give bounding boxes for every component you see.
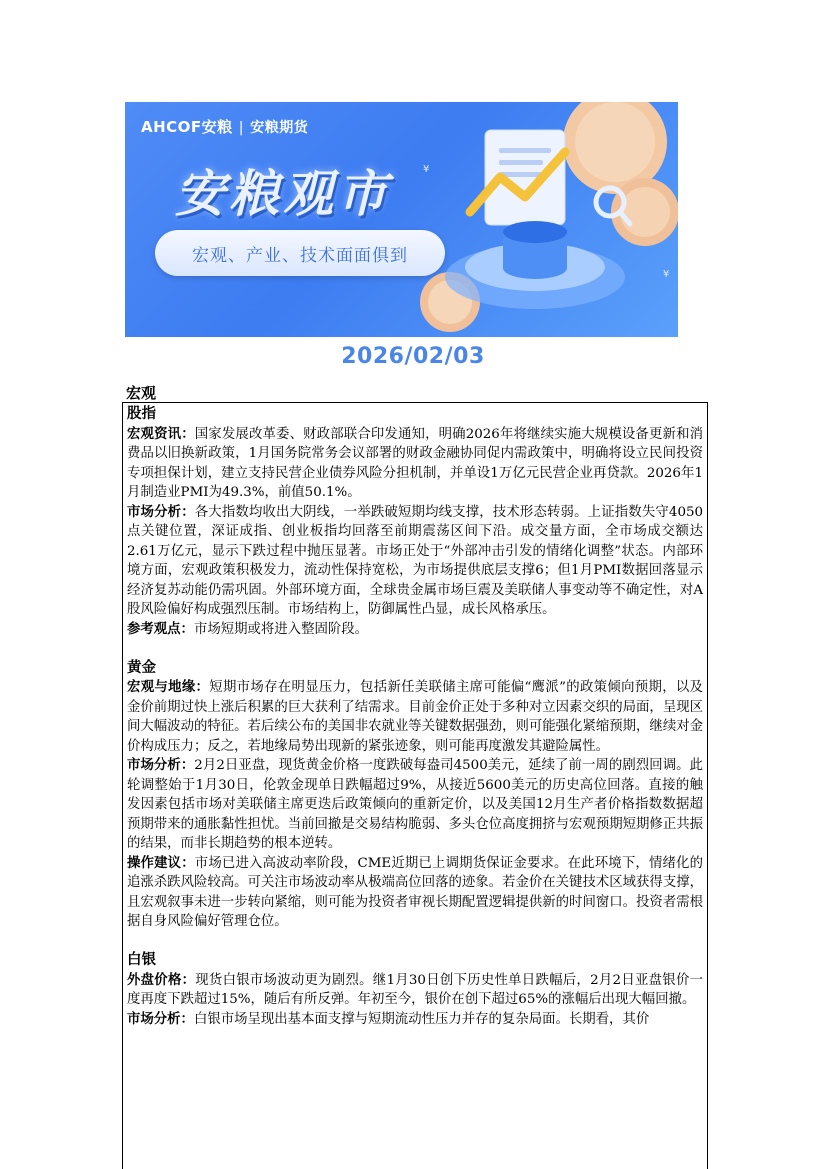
text-gold-advice: 市场已进入高波动率阶段，CME近期已上调期货保证金要求。在此环境下，情绪化的追涨杀跌风险较高。可关注市场波动率从极端高位回落的迹象。若金价在关键技术区域获得支撑，且宏观叙事未进一步转向紧缩，则可能为投资者审视长期配置逻辑提供新的时间窗口。投资者需根据自身风险偏好管理仓位。: [127, 855, 704, 929]
label-gold-advice: 操作建议：: [127, 855, 195, 871]
label-reference-view: 参考观点：: [127, 621, 194, 637]
report-date: 2026/02/03: [341, 344, 485, 369]
heading-stock-index: 股指: [127, 406, 156, 422]
paragraph-market-analysis: [127, 503, 703, 620]
label-market-analysis: 市场分析：: [127, 504, 195, 520]
text-silver-analysis: 白银市场呈现出基本面支撑与短期流动性压力并存的复杂局面。长期看，其价: [193, 1011, 650, 1027]
text-gold-macro: 短期市场存在明显压力，包括新任美联储主席可能偏“鹰派”的政策倾向预期，以及金价前期过快上涨后积累的巨大获利了结需求。目前金价正处于多种对立因素交织的局面，呈现区间大幅波动的特征。若后续公布的美国非农就业等关键数据强劲，则可能强化紧缩预期，继续对金价构成压力；反之，若地缘局势出现新的紧张迹象，则可能再度激发其避险属性。: [127, 680, 703, 754]
paragraph-gold-analysis: [127, 756, 703, 854]
text-gold-analysis: 2月2日亚盘，现货黄金价格一度跌破每盎司4500美元，延续了前一周的剧烈回调。此轮调整始于1月30日，伦敦金现单日跌幅超过9%，从接近5600美元的历史高位回落。直接的触发因素包括市场对美联储主席更迭后政策倾向的重新定价，以及美国12月生产者价格指数数据超预期带来的通胀黏性担忧。当前回撤是交易结构脆弱、多头仓位高度拥挤与宏观预期短期修正共振的结果，而非长期趋势的根本逆转。: [127, 758, 703, 851]
paragraph-reference-view: [127, 620, 703, 640]
label-silver-analysis: 市场分析：: [127, 1011, 194, 1027]
content-table: [122, 402, 708, 1169]
banner-subtitle: 宏观、产业、技术面面俱到: [155, 230, 445, 276]
heading-gold: 黄金: [127, 659, 156, 676]
text-market-analysis: 各大指数均收出大阴线，一举跌破短期均线支撑，技术形态转弱。上证指数失守4050点关键位置，深证成指、创业板指均回落至前期震荡区间下沿。成交量方面，全市场成交额达2.61万亿元，显示下跌过程中抛压显著。市场正处于“外部冲击引发的情绪化调整”状态。内部环境方面，宏观政策积极发力，流动性保持宽松，为市场提供底层支撑6；但1月PMI数据回落显示经济复苏动能仍需巩固。外部环境方面，全球贵金属市场巨震及美联储人事变动等不确定性，对A股风险偏好构成强烈压制。市场结构上，防御属性凸显，成长风格承压。: [127, 504, 704, 617]
logo-brand: AHCOF安粮: [141, 118, 233, 136]
label-macro-news: 宏观资讯：: [127, 426, 195, 442]
header-banner: [125, 102, 678, 337]
banner-title: 安粮观市: [175, 165, 391, 223]
label-gold-macro: 宏观与地缘：: [127, 680, 210, 695]
text-reference-view: 市场短期或将进入整固阶段。: [193, 621, 369, 637]
paragraph-silver-price: [127, 971, 703, 1010]
heading-silver: 白银: [127, 952, 156, 968]
label-gold-analysis: 市场分析：: [127, 758, 195, 773]
label-silver-price: 外盘价格：: [127, 972, 196, 988]
banner-illustration: [415, 102, 678, 337]
svg-text:¥: ¥: [663, 269, 670, 280]
text-macro-news: 国家发展改革委、财政部联合印发通知，明确2026年将继续实施大规模设备更新和消费品以旧换新政策，1月国务院常务会议部署的财政金融协同促内需政策中，明确将设立民间投资专项担保计划，建立支持民营企业债券风险分担机制，并单设1万亿元民营企业再贷款。2026年1月制造业PMI为49.3%，前值50.1%。: [127, 426, 704, 500]
paragraph-gold-advice: [127, 854, 703, 932]
svg-text:¥: ¥: [423, 164, 430, 175]
banner-logo: AHCOF安粮 | 安粮期货: [141, 118, 309, 136]
text-silver-price: 现货白银市场波动更为剧烈。继1月30日创下历史性单日跌幅后，2月2日亚盘银价一度再度下跌超过15%，随后有所反弹。年初至今，银价在创下超过65%的涨幅后出现大幅回撤。: [127, 972, 703, 1007]
paragraph-macro-news: [127, 425, 703, 503]
section-title: 宏观: [126, 384, 157, 402]
paragraph-gold-macro: [127, 678, 703, 756]
logo-company: 安粮期货: [250, 120, 309, 136]
paragraph-silver-analysis: [127, 1010, 703, 1030]
